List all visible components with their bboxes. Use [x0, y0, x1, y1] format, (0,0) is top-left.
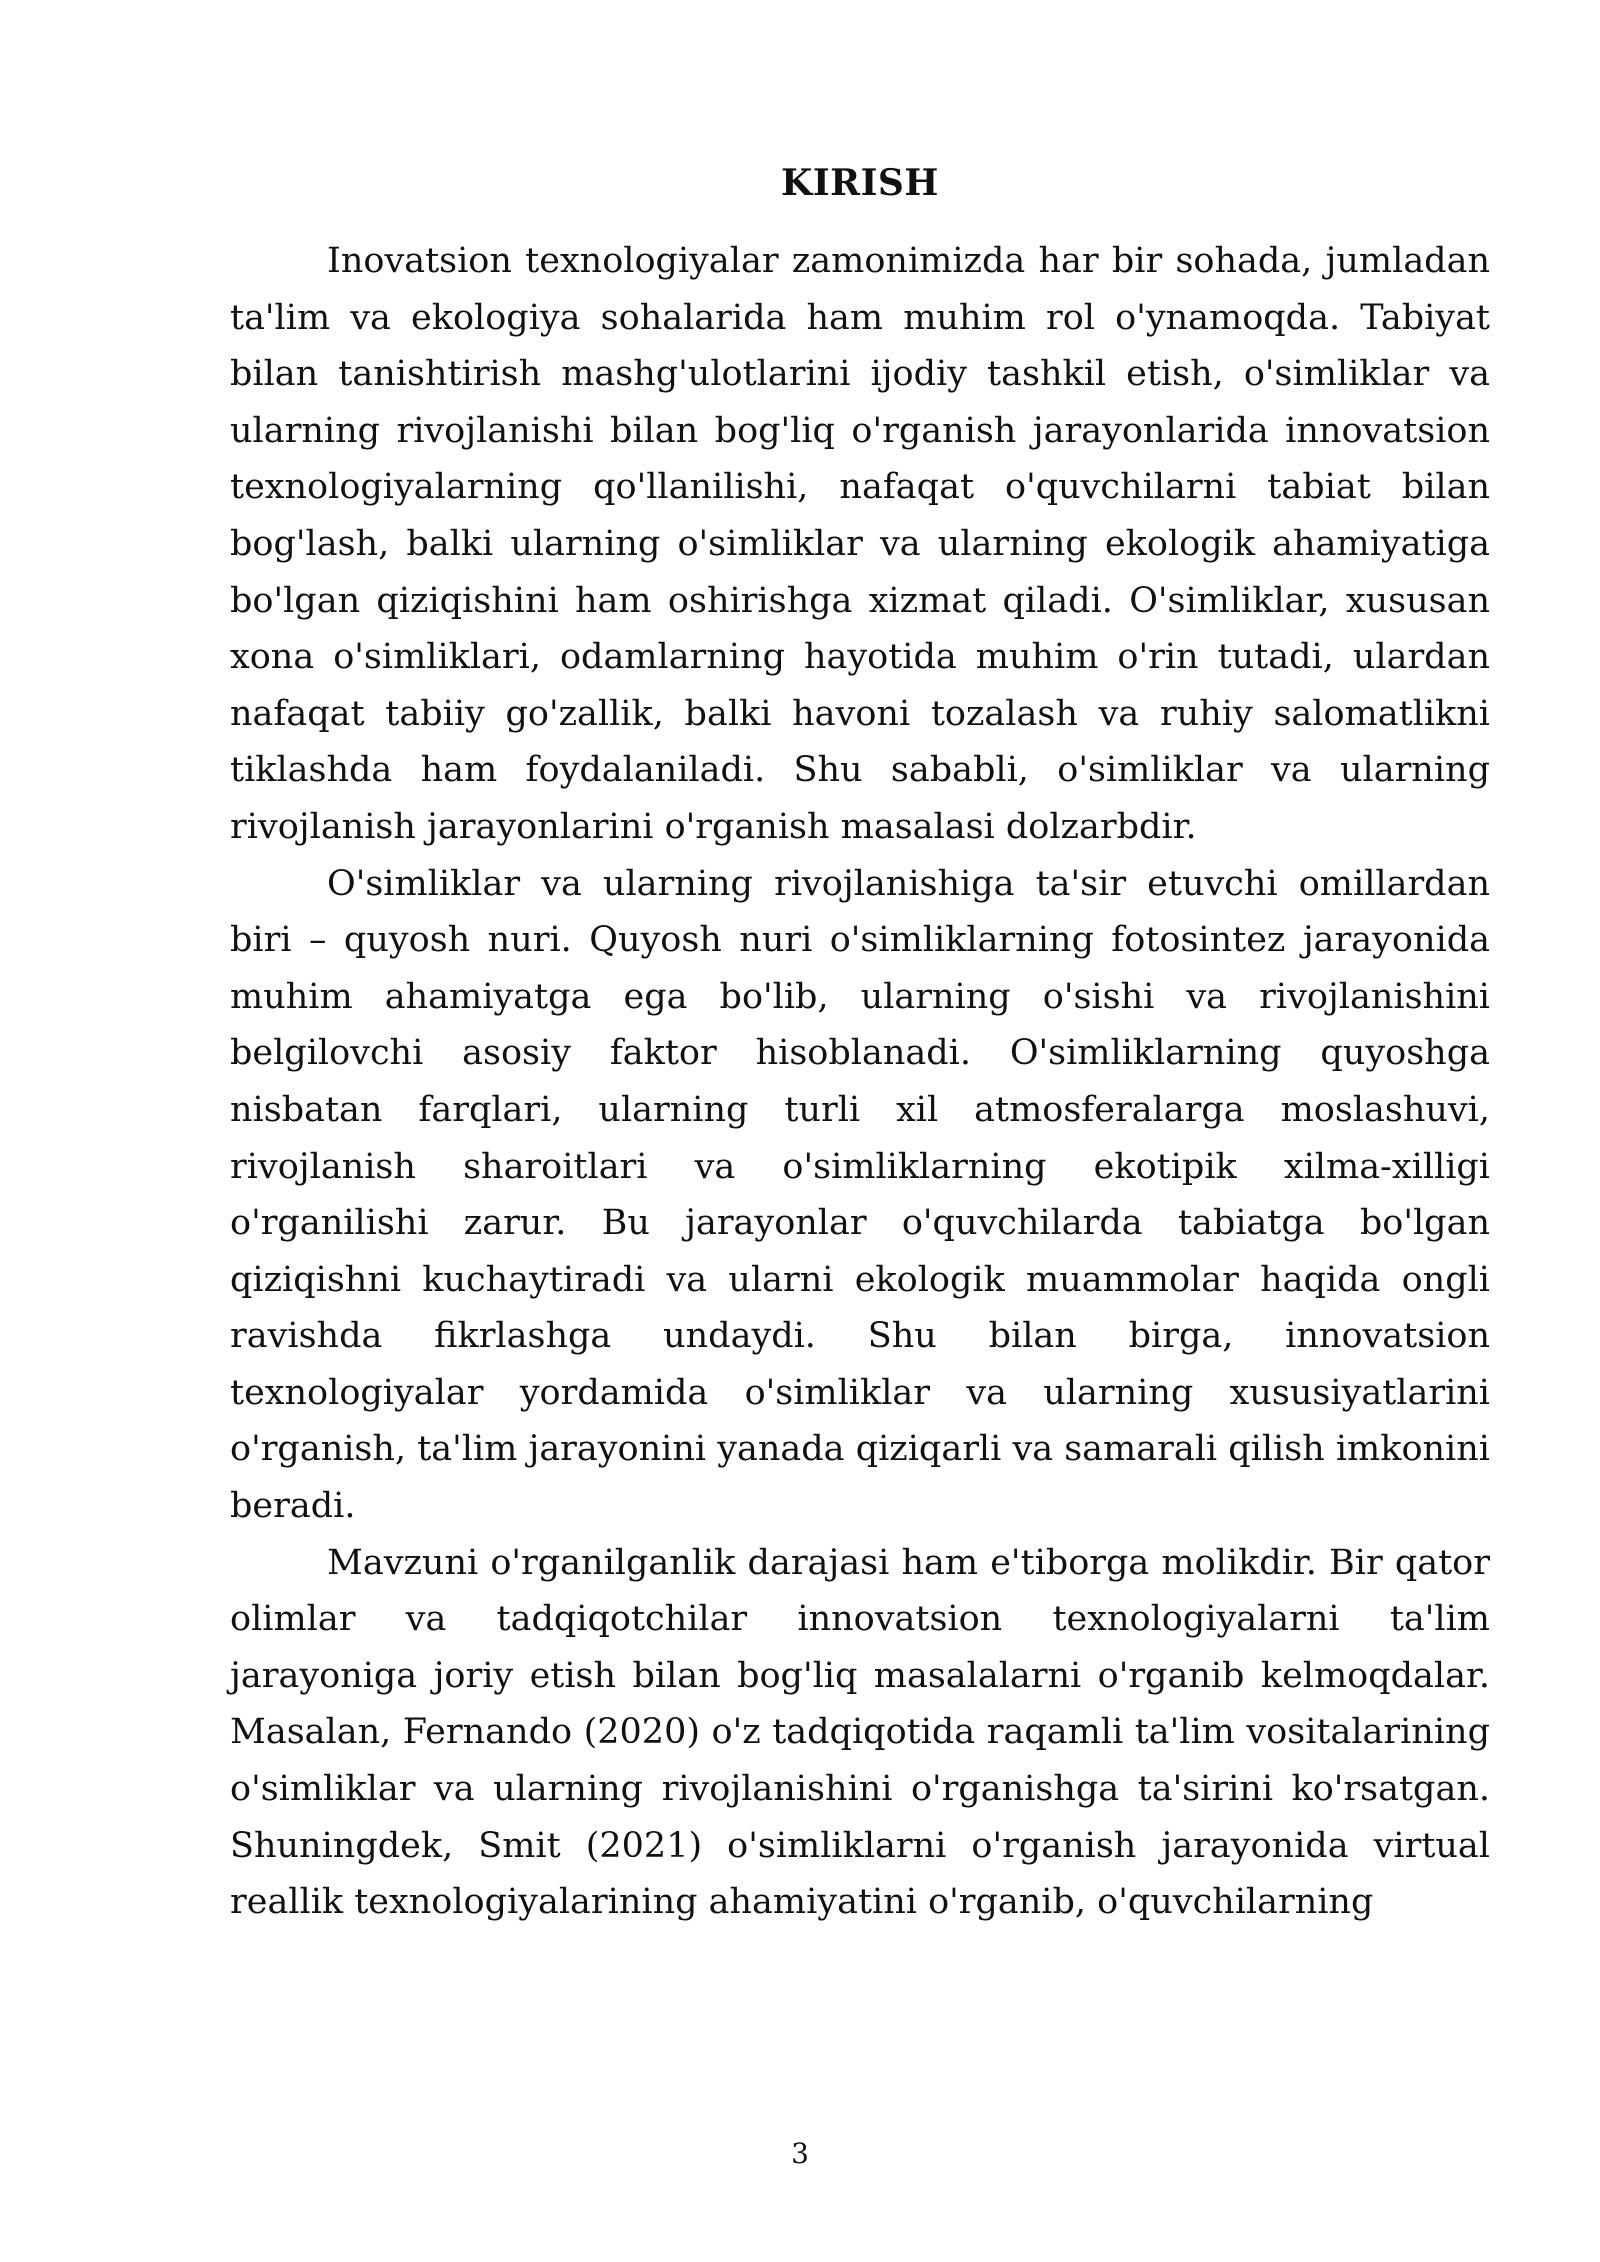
document-page: [230, 150, 1490, 1931]
paragraph-2: O'simliklar va ularning rivojlanishiga ta'sir etuvchi omillardan biri – quyosh nuri. Quyosh nuri o'simliklarning fotosintez jarayonida muhim ahamiyatga ega bo'lib, ularning o'sishi va rivojlanishini belgilovchi asosiy faktor hisoblanadi. O'simliklarning quyoshga nisbatan farqlari, ularning turli xil atmosferalarga moslashuvi, rivojlanish sharoitlari va o'simliklarning ekotipik xilma-xilligi o'rganilishi zarur. Bu jarayonlar o'quvchilarda tabiatga bo'lgan qiziqishni kuchaytiradi va ularni ekologik muammolar haqida ongli ravishda fikrlashga undaydi. Shu bilan birga, innovatsion texnologiyalar yordamida o'simliklar va ularning xususiyatlarini o'rganish, ta'lim jarayonini yanada qiziqarli va samarali qilish imkonini beradi.: [230, 863, 1490, 1527]
section-title: KIRISH: [781, 162, 939, 204]
paragraph-3: Mavzuni o'rganilganlik darajasi ham e'tiborga molikdir. Bir qator olimlar va tadqiqotchilar innovatsion texnologiyalarni ta'lim jarayoniga joriy etish bilan bog'liq masalalarni o'rganib kelmoqdalar. Masalan, Fernando (2020) o'z tadqiqotida raqamli ta'lim vositalarining o'simliklar va ularning rivojlanishini o'rganishga ta'sirini ko'rsatgan. Shuningdek, Smit (2021) o'simliklarni o'rganish jarayonida virtual reallik texnologiyalarining ahamiyatini o'rganib, o'quvchilarning: [230, 1542, 1490, 1923]
paragraph-1: Inovatsion texnologiyalar zamonimizda har bir sohada, jumladan ta'lim va ekologiya sohalarida ham muhim rol o'ynamoqda. Tabiyat bilan tanishtirish mashg'ulotlarini ijodiy tashkil etish, o'simliklar va ularning rivojlanishi bilan bog'liq o'rganish jarayonlarida innovatsion texnologiyalarning qo'llanilishi, nafaqat o'quvchilarni tabiat bilan bog'lash, balki ularning o'simliklar va ularning ekologik ahamiyatiga bo'lgan qiziqishini ham oshirishga xizmat qiladi. O'simliklar, xususan xona o'simliklari, odamlarning hayotida muhim o'rin tutadi, ulardan nafaqat tabiiy go'zallik, balki havoni tozalash va ruhiy salomatlikni tiklashda ham foydalaniladi. Shu sababli, o'simliklar va ularning rivojlanish jarayonlarini o'rganish masalasi dolzarbdir.: [230, 241, 1490, 847]
page-number: 3: [791, 2137, 809, 2170]
